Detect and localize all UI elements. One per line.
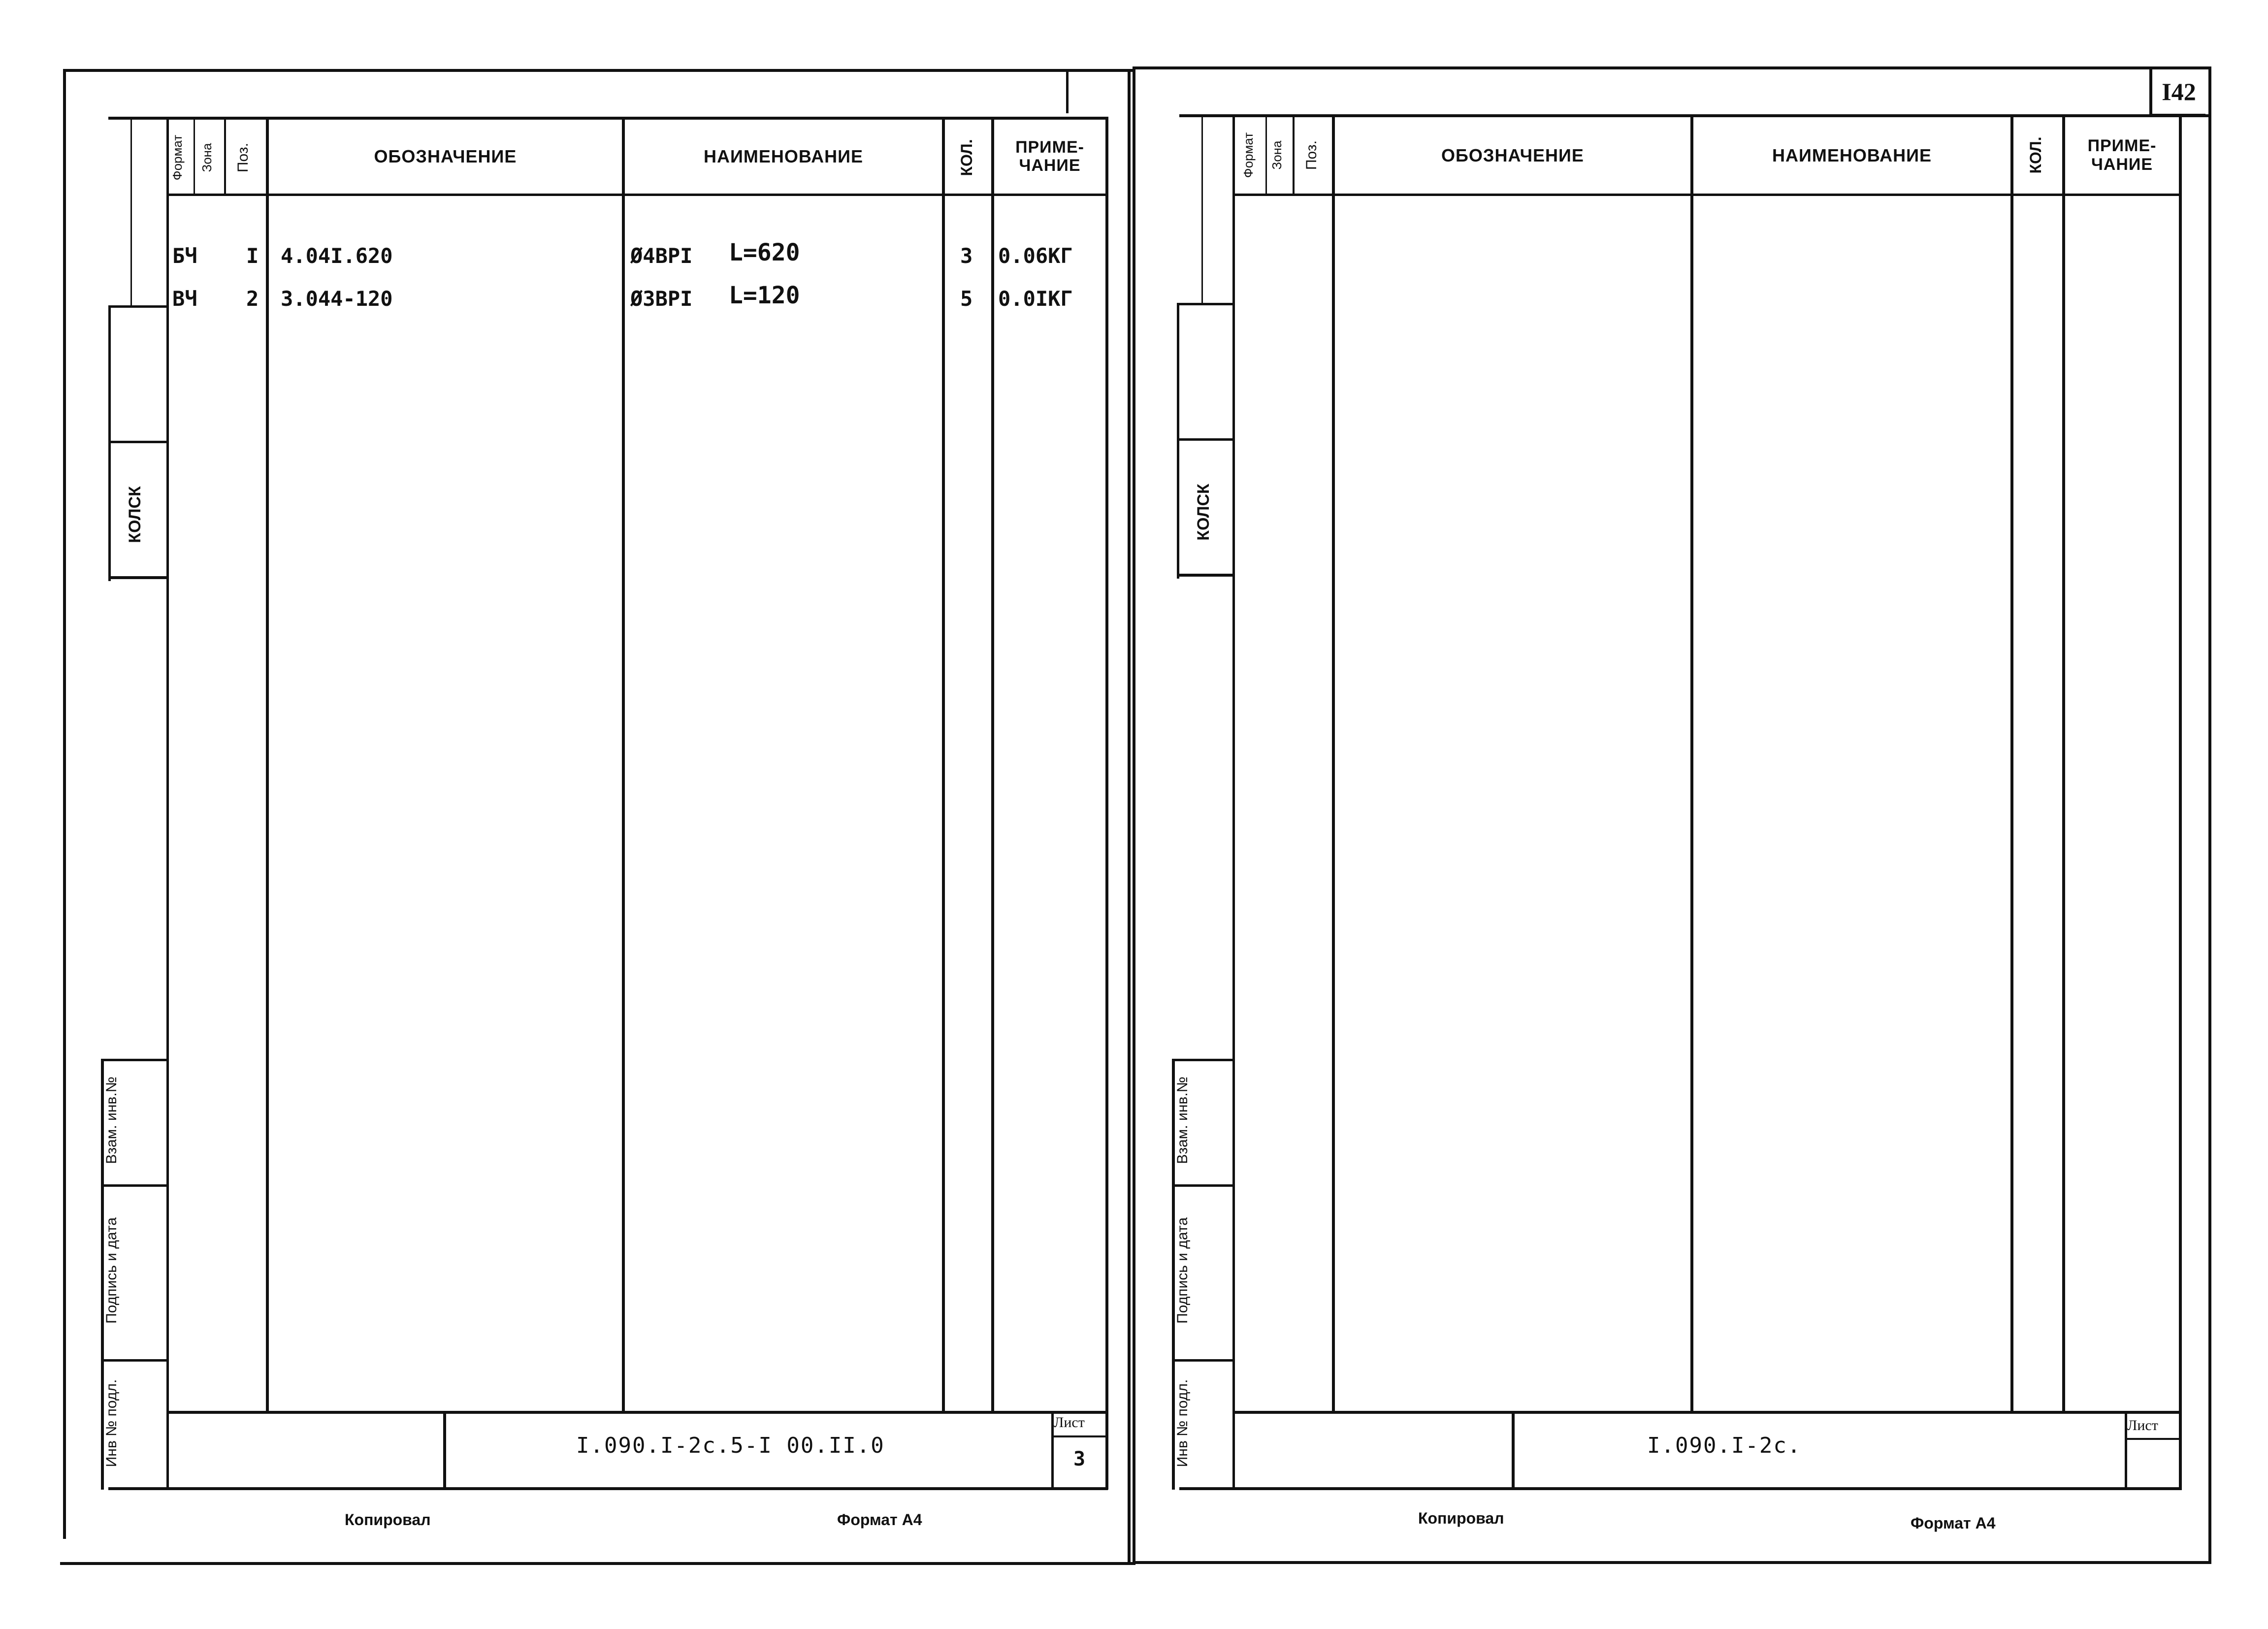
side-label-inv-orig: Инв № подл. [103,1379,120,1467]
header-designation: ОБОЗНАЧЕНИЕ [374,146,517,167]
left-row-1-designation: 4.04I.620 [281,244,393,268]
left-row-1-format: БЧ [172,244,197,268]
right-side-label-kolsk: КОЛСК [1194,484,1213,541]
right-format-label: Формат А4 [1911,1514,1996,1532]
left-row-1-length: L=620 [729,239,800,266]
header-zone: Зона [199,143,214,172]
left-row-2-note: 0.0IКГ [998,287,1073,311]
right-header-pos: Поз. [1303,140,1320,170]
right-header-note: ПРИМЕ-ЧАНИЕ [2087,136,2157,174]
right-header-designation: ОБОЗНАЧЕНИЕ [1441,145,1584,165]
left-row-2-length: L=120 [729,282,800,309]
header-format: Формат [170,134,185,181]
left-row-2-qty: 5 [960,287,973,311]
header-pos: Поз. [235,143,251,172]
right-side-label-inv-in: Взам. инв.№ [1174,1076,1191,1164]
header-note: ПРИМЕ-ЧАНИЕ [1015,137,1084,175]
side-label-inv-in: Взам. инв.№ [103,1076,120,1164]
left-row-2-pos: 2 [246,287,259,311]
right-header-name: НАИМЕНОВАНИЕ [1772,145,1932,165]
left-format-label: Формат А4 [837,1511,922,1529]
left-row-2-designation: 3.044-120 [281,287,393,311]
left-copied-label: Копировал [345,1511,431,1529]
page-number: I42 [2149,69,2205,117]
header-qty: КОЛ. [958,139,975,176]
right-copied-label: Копировал [1418,1509,1504,1527]
left-row-2-format: ВЧ [172,287,197,311]
right-side-label-sign-date: Подпись и дата [1174,1217,1191,1324]
side-label-kolsk: КОЛСК [126,486,144,543]
left-row-2-name: Ø3BPI [630,287,693,311]
left-row-1-name: Ø4BPI [630,244,693,268]
right-header-zone: Зона [1269,140,1284,170]
right-side-label-inv-orig: Инв № подл. [1174,1379,1191,1467]
side-label-sign-date: Подпись и дата [103,1217,120,1324]
left-sheet-number: 3 [1073,1448,1086,1470]
right-doc-code: I.090.I-2с. [1647,1433,1802,1458]
left-sheet-label: Лист [1054,1414,1085,1431]
right-sheet-label: Лист [2127,1417,2158,1434]
left-row-1-pos: I [246,244,259,268]
left-row-1-qty: 3 [960,244,973,268]
right-header-qty: КОЛ. [2027,136,2044,174]
right-header-format: Формат [1241,132,1256,178]
left-doc-code: I.090.I-2с.5-I 00.II.0 [576,1433,885,1458]
header-name: НАИМЕНОВАНИЕ [704,146,863,167]
left-row-1-note: 0.06КГ [998,244,1073,268]
